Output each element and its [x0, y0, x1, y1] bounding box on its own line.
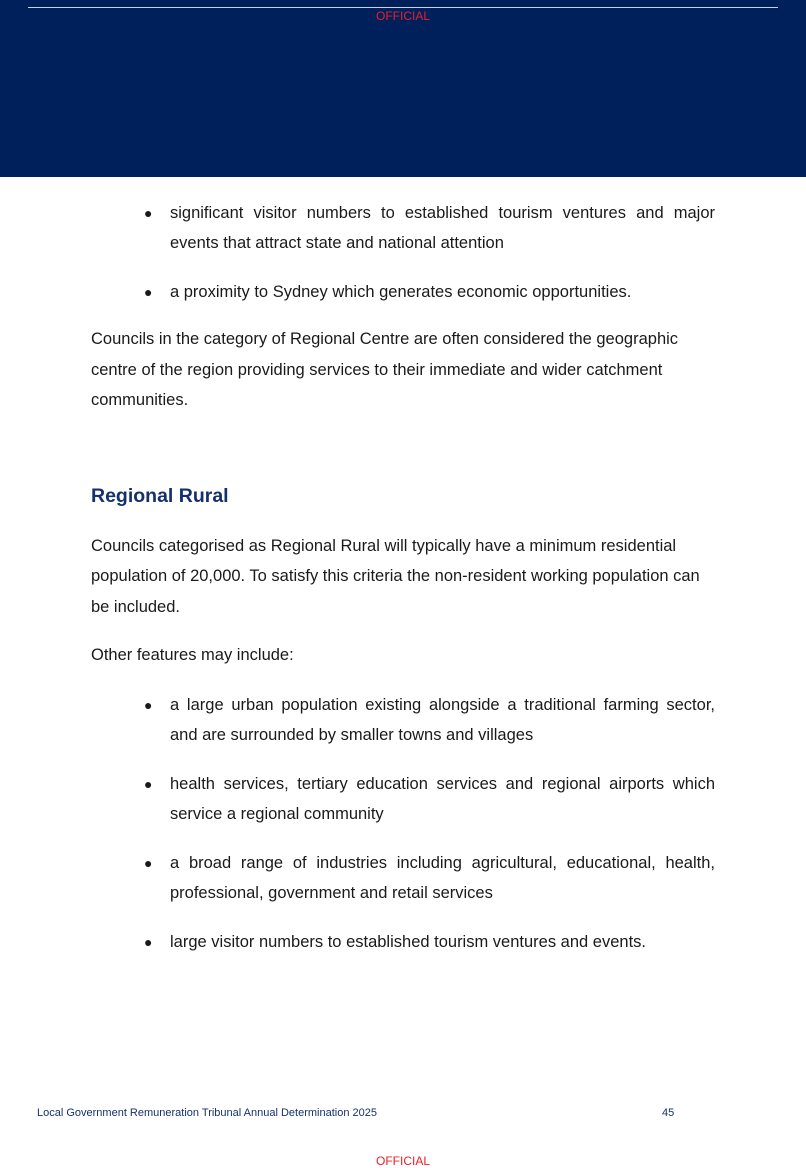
- paragraph-regional-rural: Councils categorised as Regional Rural will typically have a minimum residential population of 20,000. To satisfy this criteria the non-resident working population can be included.: [91, 536, 700, 616]
- bullet-icon: ●: [144, 854, 153, 871]
- official-marking-bottom: OFFICIAL: [375, 1154, 430, 1168]
- official-marking-top: OFFICIAL: [375, 9, 430, 23]
- list-item: ● health services, tertiary education services and regional airports which service a regional community: [91, 769, 715, 829]
- page-number: 45: [662, 1107, 675, 1119]
- list-item: ● significant visitor numbers to established tourism ventures and major events that attract state and national attention: [91, 198, 715, 258]
- page-content: [91, 198, 715, 957]
- bullet-icon: ●: [144, 696, 153, 713]
- list-item: ● large visitor numbers to established tourism ventures and events.: [91, 927, 715, 957]
- section-heading: Regional Rural: [91, 484, 229, 507]
- list-item: ● a proximity to Sydney which generates economic opportunities.: [91, 277, 715, 307]
- footer-title: Local Government Remuneration Tribunal Annual Determination 2025: [37, 1107, 377, 1119]
- list-item: ● a broad range of industries including agricultural, educational, health, professional, government and retail services: [91, 848, 715, 908]
- bullet-list-features: [91, 690, 715, 957]
- bullet-icon: ●: [144, 933, 153, 950]
- header-rule: [28, 7, 778, 8]
- paragraph-other-features: Other features may include:: [91, 646, 294, 664]
- bullet-icon: ●: [144, 284, 153, 300]
- paragraph-regional-centre: Councils in the category of Regional Centre are often considered the geographic centre of the region providing services to their immediate and wider catchment communities.: [91, 330, 679, 409]
- bullet-icon: ●: [144, 775, 153, 792]
- list-item: ● a large urban population existing alongside a traditional farming sector, and are surrounded by smaller towns and villages: [91, 690, 715, 750]
- bullet-icon: ●: [144, 205, 153, 221]
- bullet-list-top: [91, 198, 715, 307]
- header-band: [0, 0, 806, 177]
